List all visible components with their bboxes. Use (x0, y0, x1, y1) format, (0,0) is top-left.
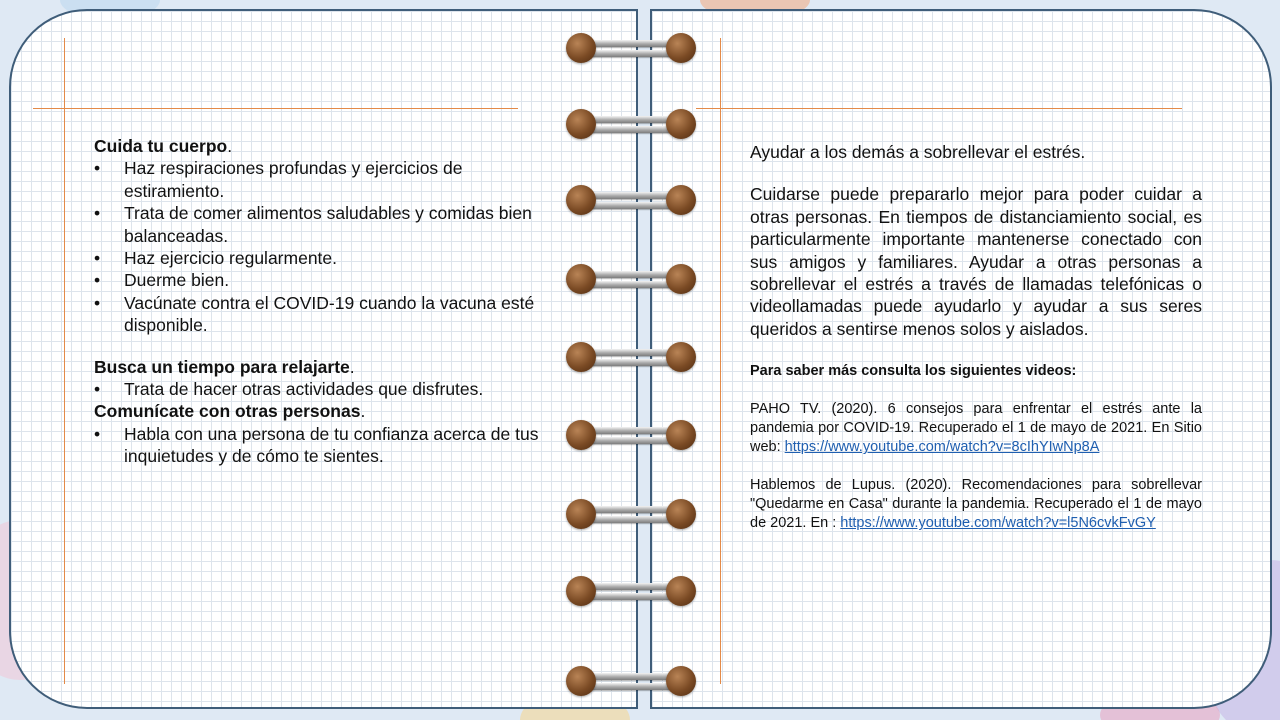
right-page-content (750, 141, 1202, 533)
page-title: Ayudar a los demás a sobrellevar el estrés. (750, 142, 1086, 162)
section-heading: Comunícate con otras personas. (94, 401, 366, 422)
margin-rule-horizontal (33, 108, 518, 109)
videos-heading: Para saber más consulta los siguientes videos: (750, 363, 1077, 380)
margin-rule-horizontal (696, 108, 1182, 109)
list-item: • Trata de comer alimentos saludables y comidas bien balanceadas. (94, 203, 532, 246)
list-item: • Vacúnate contra el COVID-19 cuando la vacuna esté disponible. (94, 292, 535, 336)
binding-ring (566, 185, 696, 215)
reference-2: Hablemos de Lupus. (2020). Recomendaciones para sobrellevar "Quedarme en Casa" durante la pandemia. Recuperado el 1 de mayo de 2021. En : https://www.youtube.com/watch?v=l5N6cvkFvGY (750, 477, 1202, 532)
binding-ring (566, 264, 696, 294)
binding-ring (566, 342, 696, 372)
body-paragraph: Cuidarse puede prepararlo mejor para poder cuidar a otras personas. En tiempos de distanciamiento social, es particularmente importante mantenerse conectado con sus amigos y familiares. Ayudar a otras personas a sobrellevar el estrés a través de llamadas telefónicas o videollamadas puede ayudarlo y ayudar a sus seres queridos a sentirse menos solos y aislados. (750, 184, 1202, 339)
notebook-left-page (9, 9, 638, 709)
binding-ring (566, 109, 696, 139)
video-link-2[interactable]: https://www.youtube.com/watch?v=l5N6cvkFvGY (840, 515, 1156, 532)
binding-ring (566, 576, 696, 606)
reference-1: PAHO TV. (2020). 6 consejos para enfrentar el estrés ante la pandemia por COVID-19. Recuperado el 1 de mayo de 2021. En Sitio web: https://www.youtube.com/watch?v=8cIhYIwNp8A (750, 401, 1202, 456)
list-item: • Haz respiraciones profundas y ejercicios de estiramiento. (94, 158, 463, 201)
video-link-1[interactable]: https://www.youtube.com/watch?v=8cIhYIwNp8A (784, 439, 1100, 456)
list-item: • Haz ejercicio regularmente. (94, 248, 338, 269)
binding-ring (566, 666, 696, 696)
list-item: • Duerme bien. (94, 270, 230, 291)
list-item: • Trata de hacer otras actividades que disfrutes. (94, 379, 484, 400)
list-item: • Habla con una persona de tu confianza acerca de tus inquietudes y de cómo te sientes. (94, 423, 539, 467)
binding-ring (566, 33, 696, 63)
section-heading: Busca un tiempo para relajarte. (94, 356, 355, 377)
section-heading: Cuida tu cuerpo. (94, 136, 233, 156)
binding-ring (566, 420, 696, 450)
margin-rule-vertical (720, 38, 721, 684)
left-page-content (94, 135, 544, 468)
margin-rule-vertical (64, 38, 65, 684)
notebook-right-page (650, 9, 1272, 709)
binding-ring (566, 499, 696, 529)
